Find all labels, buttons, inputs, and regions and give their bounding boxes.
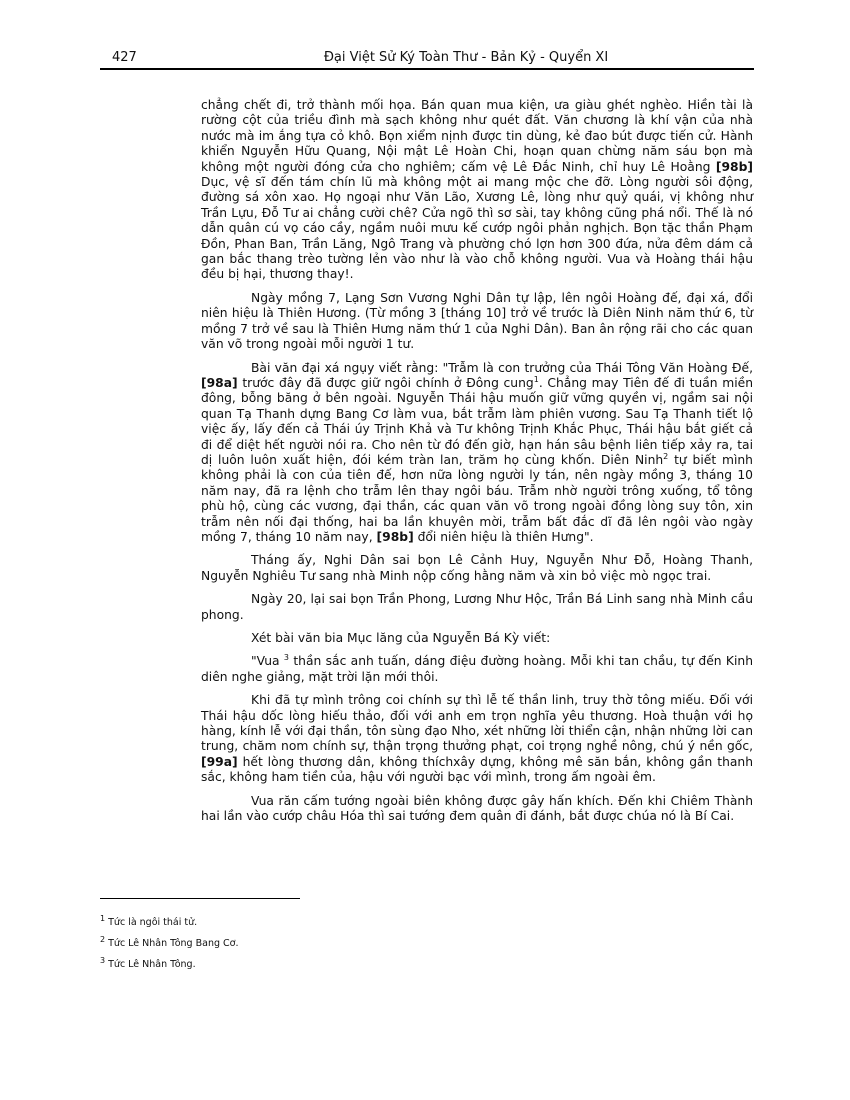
header-rule bbox=[100, 68, 754, 70]
paragraph-6: Xét bài văn bia Mục lăng của Nguyễn Bá Kỳ viết: bbox=[251, 631, 551, 645]
footnote-ref[interactable]: 2 bbox=[663, 451, 669, 461]
footnote-2: $^2$ Tức Lê Nhân Tông Bang Cơ. bbox=[100, 934, 239, 949]
paragraph-2: Ngày mồng 7, Lạng Sơn Vương Nghi Dân tự lập, lên ngôi Hoàng đế, đại xá, đổi niên hiệu là Thiên Hương. (Từ mồng 3 [tháng 10] trở về trước là Diên Ninh năm thứ 6, từ mồng 7 trở về sau là Thiên Hưng năm thứ 1 của Nghi Dân). Ban ân rộng rãi cho các quan văn võ trong ngoài mỗi người 1 tư. bbox=[201, 290, 753, 352]
page-header bbox=[100, 50, 752, 68]
paragraph-3: Bài văn đại xá ngụy viết rằng: "Trẫm là con trưởng của Thái Tông Văn Hoàng Đế, [98a] trước đây đã được giữ ngôi chính ở Đông cung$^1$. Chẳng may Tiên đế đi tuần miền đông, bỗng băng ở bên ngoài. Nguyễn Thái hậu muốn giữ vững quyền vị, ngầm sai nội quan Tạ Thanh dựng Bang Cơ làm vua, bắt trẫm làm phiên vương. Sau Tạ Thanh tiết lộ việc ấy, lấy đến cả Thái úy Trịnh Khả và Tư không Trịnh Khắc Phục, Thái hậu bắt giết cả đi để diệt hết người nói ra. Cho nên từ đó đến giờ, hạn hán sâu bệnh liên tiếp xảy ra, tai dị luôn luôn xuất hiện, đói kém tràn lan, trăm họ cùng khốn. Diên Ninh$^2$ tự biết mình không phải là con của tiên đế, hơn nữa lòng người ly tán, nên ngày mồng 3, tháng 10 năm nay, đã ra lệnh cho trẫm lên thay ngôi báu. Trẫm nhờ người trông xuống, tổ tông phù hộ, cùng các vương, đại thần, các quan văn võ trong ngoài đồng lòng suy tôn, xin trẫm nên nối đại thống, hai ba lần khuyên mời, trẫm bất đắc dĩ đã lên ngôi vào ngày mồng 7, tháng 10 năm nay, [98b] đổi niên hiệu là thiên Hưng". bbox=[201, 360, 753, 544]
running-title: Đại Việt Sử Ký Toàn Thư - Bản Kỷ - Quyển XI bbox=[323, 50, 609, 65]
page-marker: [99a] bbox=[201, 754, 238, 769]
page-marker: [98b] bbox=[715, 159, 753, 174]
paragraph-1: chẳng chết đi, trở thành mối họa. Bán quan mua kiện, ưa giàu ghét nghèo. Hiền tài là rường cột của triều đình mà sạch không như quét đất. Văn chương là khí vận của nhà nước mà im ắng tựa cỏ khô. Bọn xiểm nịnh được tin dùng, kẻ đao bút được tiến cử. Hành khiển Nguyễn Hữu Quang, Nội mật Lê Hoàn Chi, hoạn quan chừng năm sáu bọn mà không một người đóng cửa cho nghiêm; cấm vệ Lê Đắc Ninh, chỉ huy Lê Hoằng [98b] Dục, vệ sĩ đến tám chín lũ mà không một ai mang mộc che đỡ. Lòng người sôi động, đường sá xôn xao. Họ ngoại như Văn Lão, Xương Lê, lòng như quỷ quái, vị không như Trần Lựu, Đỗ Tư ai chẳng cười chê? Cửa ngõ thì sơ sài, tay không cũng phá nổi. Thế là nó dẫn quân cú vọ cáo cầy, ngầm nuôi mưu kế cướp ngôi phản nghịch. Bọn tặc thần Phạm Đồn, Phan Ban, Trần Lăng, Ngô Trang và phường chó lợn hơn 300 đứa, nửa đêm dám cả gan bắc thang trèo tường lẻn vào như là vào chỗ không người. Vua và Hoàng thái hậu đều bị hại, thương thay!. bbox=[201, 98, 753, 282]
page-number: 427 bbox=[112, 50, 137, 65]
page-marker: [98a] bbox=[201, 375, 238, 390]
footnotes bbox=[100, 912, 238, 975]
footnote-3: $^3$ Tức Lê Nhân Tông. bbox=[100, 955, 196, 970]
paragraph-8: Khi đã tự mình trông coi chính sự thì lễ tế thần linh, truy thờ tông miếu. Đối với Thái hậu dốc lòng hiếu thảo, đối với anh em trọn nghĩa yêu thương. Hoà thuận với họ hàng, kính lễ với đại thần, tôn sùng đạo Nho, xét những lời thiển cận, nhận những lời can trung, chăm nom chính sự, thận trọng thưởng phạt, coi trọng nghề nông, chú ý nền gốc, [99a] hết lòng thương dân, không thíchxây dựng, không mê săn bắn, không gần thanh sắc, không ham tiền của, hậu với người bạc với mình, trong ấm ngoài êm. bbox=[201, 693, 753, 785]
footnote-ref[interactable]: 3 bbox=[283, 653, 289, 663]
footnote-separator bbox=[100, 898, 300, 899]
page-marker: [98b] bbox=[376, 529, 414, 544]
paragraph-7: "Vua $^3$ thần sắc anh tuấn, dáng điệu đường hoàng. Mỗi khi tan chầu, tự đến Kinh diên nghe giảng, mặt trời lặn mới thôi. bbox=[201, 653, 753, 684]
footnote-1: $^1$ Tức là ngôi thái tử. bbox=[100, 913, 198, 928]
footnote-ref[interactable]: 1 bbox=[533, 374, 539, 384]
paragraph-5: Ngày 20, lại sai bọn Trần Phong, Lương Như Hộc, Trần Bá Linh sang nhà Minh cầu phong. bbox=[201, 592, 753, 622]
paragraph-9: Vua răn cấm tướng ngoài biên không được gây hấn khích. Đến khi Chiêm Thành hai lần vào cướp châu Hóa thì sai tướng đem quân đi đánh, bắt được chúa nó là Bí Cai. bbox=[201, 793, 753, 824]
paragraph-4: Tháng ấy, Nghi Dân sai bọn Lê Cảnh Huy, Nguyễn Như Đỗ, Hoàng Thanh, Nguyễn Nghiêu Tư sang nhà Minh nộp cống hằng năm và xin bỏ việc mò ngọc trai. bbox=[201, 553, 753, 583]
body-text bbox=[201, 98, 753, 832]
